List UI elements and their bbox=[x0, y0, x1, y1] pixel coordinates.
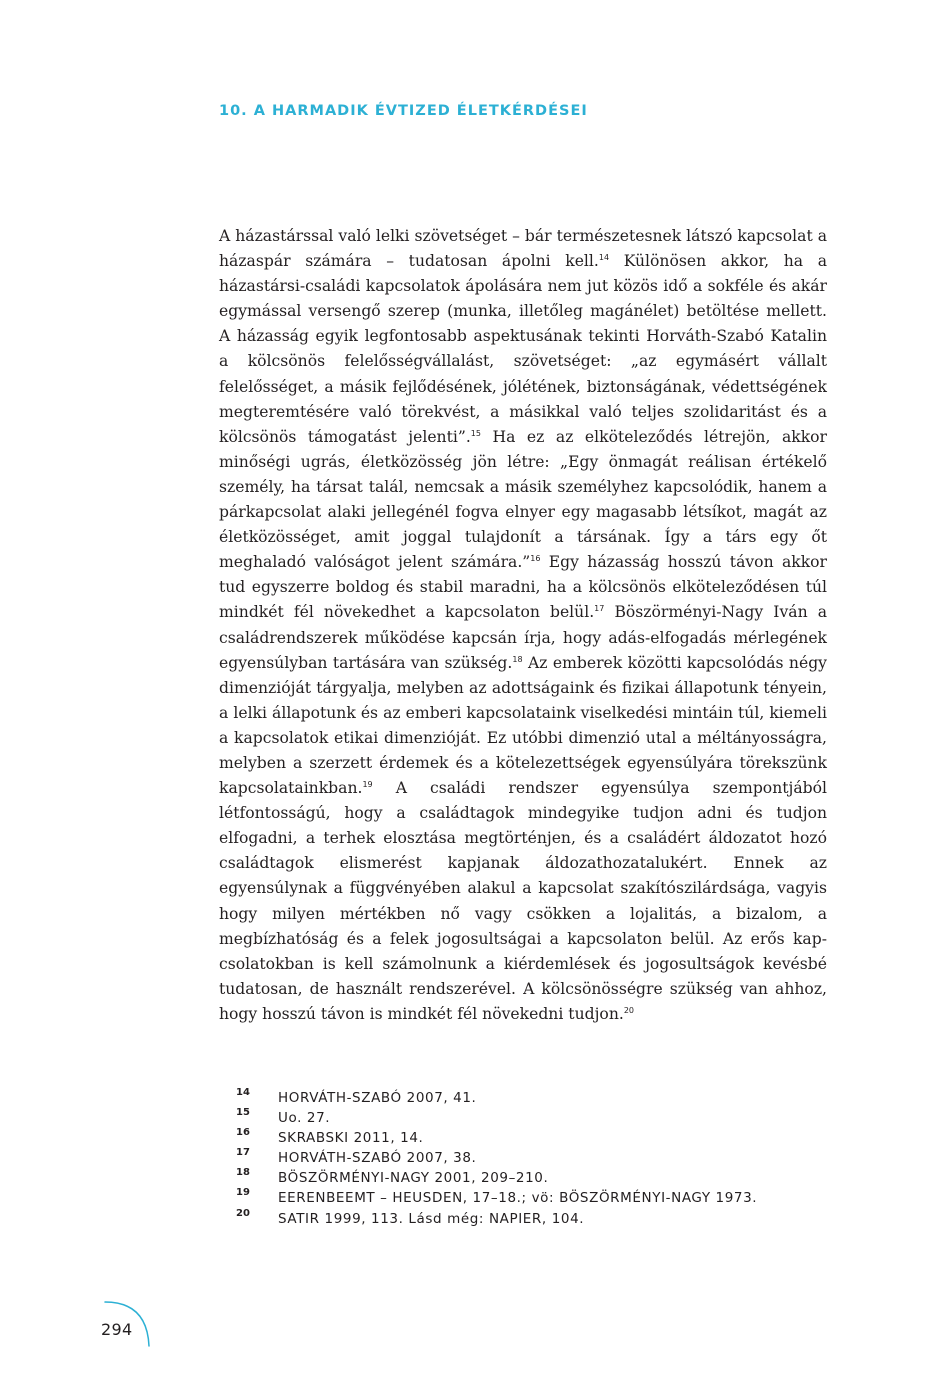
body-text-segment: Böszörményi-Nagy Iván a családrendszerek működése kapcsán írja, hogy adás-elfogadás mérlegének egyensúlyban tartására van szükség. bbox=[219, 603, 827, 672]
footnote-number: 17 bbox=[236, 1147, 250, 1159]
body-text-segment: A házastárssal való lelki szövetséget – bár természetesnek látszó kapcsolat a házaspár számára – tudatosan ápolni kell. bbox=[219, 227, 827, 271]
footnote-text: EERENBEEMT – HEUSDEN, 17–18.; vö: BÖSZÖRMÉNYI-NAGY 1973. bbox=[278, 1190, 758, 1207]
body-text-segment: Egy házasság hosszú távon akkor tud egyszerre boldog és stabil maradni, ha a kölcsönös elköteleződésen túl mindkét fél növekedhet a kapcsolaton belül. bbox=[219, 553, 827, 622]
footnote-ref[interactable]: 14 bbox=[598, 253, 610, 263]
footnote-number: 15 bbox=[236, 1107, 250, 1119]
footnote-number: 19 bbox=[236, 1187, 250, 1199]
footnote-ref[interactable]: 18 bbox=[512, 654, 523, 664]
footnote-text: SATIR 1999, 113. Lásd még: NAPIER, 104. bbox=[278, 1210, 585, 1227]
footnote-number: 18 bbox=[236, 1167, 250, 1179]
footnote-number: 16 bbox=[236, 1127, 250, 1139]
footnote-number: 14 bbox=[236, 1087, 250, 1098]
footnote-text: Uo. 27. bbox=[278, 1110, 331, 1127]
footnote-text: HORVÁTH-SZABÓ 2007, 41. bbox=[278, 1090, 477, 1106]
body-text-segment: Különösen akkor, ha a házastársi-családi kapcsolatok ápolására nem jut közös idő a sokféle és akár egymással versengő szerep (munka, illetőleg magánélet) betöltése mellett. A házasság egyik legfontosabb aspektusának tekinti Horváth-Szabó Katalin a kölcsönös felelősségvállalást, szövetséget: „az egymásért vállalt felelősséget, a másik fejlődésének, jólétének, biztonságának, védettségének megteremtésére való törekvést, a másikkal való teljes szolidaritást és a kölcsönös támogatást jelenti”. bbox=[219, 252, 827, 446]
body-paragraph bbox=[219, 224, 827, 1027]
page-number: 294 bbox=[101, 1320, 133, 1339]
footnote-ref[interactable]: 19 bbox=[362, 780, 373, 790]
body-text-segment: Ha ez az elköteleződés létrejön, akkor minőségi ugrás, életközösség jön létre: „Egy önmagát reálisan értékelő személy, ha társat talál, nemcsak a másik személyhez kapcsolódik, hanem a párkapcsolat alaki jellegénél fogva elnyer egy magasabb létsíkot, magát az életközösséget, amit joggal tulajdonít a társának. Így a társ egy őt meghaladó valóságot jelent számára.” bbox=[219, 427, 827, 572]
footnote-ref[interactable]: 16 bbox=[530, 554, 541, 564]
body-text-segment: Az emberek közötti kapcsolódás négy dimenzióját tárgyalja, melyben az adottságaink és fizikai állapotunk tényein, a lelki állapotunk és az emberi kapcsolataink viselkedési mintáin túl, kiemeli a kapcsolatok etikai dimenzióját. Ez utóbbi dimenzió utal a méltányosságra, melyben a szerzett érdemek és a kötelezettségek egyensúlyára törekszünk kapcsolatainkban. bbox=[219, 653, 827, 798]
body-text-segment: A családi rendszer egyensúlya szempontjából létfontosságú, hogy a családtagok mindegyike tudjon adni és tudjon elfogadni, a terhek elosztása megtörténjen, és a családért áldozatot hozó családtagok elismerést kapjanak áldozathozatalukért. Ennek az egyensúlynak a függvényében alakul a kapcsolat szakítószilárdsága, vagyis hogy milyen mértékben nő vagy csökken a lojalitás, a bizalom, a megbízhatóság és a felek jogosultságai a kapcsolaton belül. Az erős kapcsolatokban is kell számolnunk a kiérdemlések és jogosultságok kevésbé tudatosan, de használt rendszerével. A kölcsönösségre szükség van ahhoz, hogy hosszú távon is mindkét fél növekedni tudjon. bbox=[219, 779, 827, 1023]
footnote-text: HORVÁTH-SZABÓ 2007, 38. bbox=[278, 1150, 477, 1167]
footnote-ref[interactable]: 15 bbox=[470, 428, 481, 438]
footnote-ref[interactable]: 17 bbox=[594, 604, 605, 614]
footnote-number: 20 bbox=[236, 1207, 250, 1219]
footnote-text: BÖSZÖRMÉNYI-NAGY 2001, 209–210. bbox=[278, 1170, 549, 1187]
footnote-ref[interactable]: 20 bbox=[623, 1005, 635, 1015]
running-header: 10. A HARMADIK ÉVTIZED ÉLETKÉRDÉSEI bbox=[219, 103, 588, 119]
footnote-text: SKRABSKI 2011, 14. bbox=[278, 1130, 424, 1147]
